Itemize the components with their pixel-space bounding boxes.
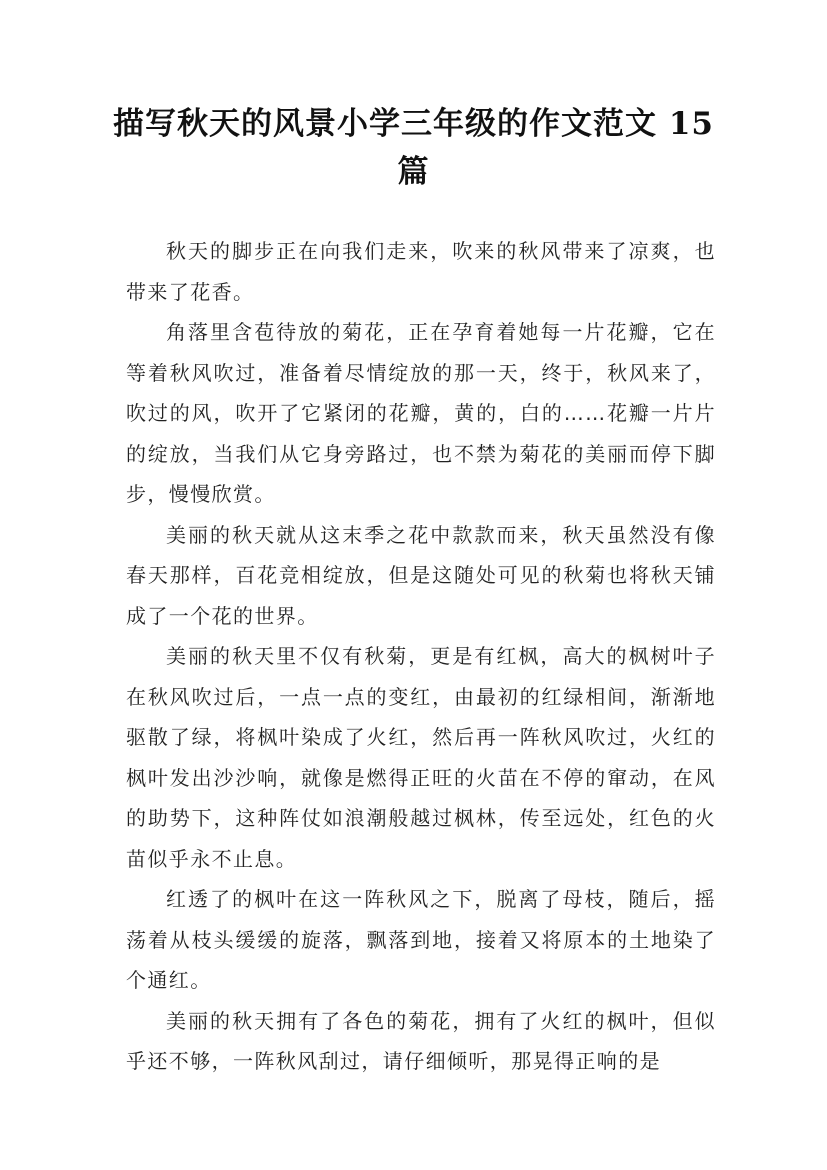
paragraph: 美丽的秋天拥有了各色的菊花，拥有了火红的枫叶，但似乎还不够，一阵秋风刮过，请仔细倾听，那晃得正响的是 [126, 1008, 716, 1073]
document-body [126, 231, 716, 1082]
paragraph: 美丽的秋天就从这末季之花中款款而来，秋天虽然没有像春天那样，百花竞相绽放，但是这随处可见的秋菊也将秋天铺成了一个花的世界。 [126, 522, 716, 628]
document-title: 描写秋天的风景小学三年级的作文范文 15 篇 [113, 106, 714, 190]
paragraph: 秋天的脚步正在向我们走来，吹来的秋风带来了凉爽，也带来了花香。 [126, 239, 716, 304]
paragraph: 红透了的枫叶在这一阵秋风之下，脱离了母枝，随后，摇荡着从枝头缓缓的旋落，飘落到地，接着又将原本的土地染了个通红。 [126, 887, 716, 992]
paragraph: 美丽的秋天里不仅有秋菊，更是有红枫，高大的枫树叶子在秋风吹过后，一点一点的变红，由最初的红绿相间，渐渐地驱散了绿，将枫叶染成了火红，然后再一阵秋风吹过，火红的枫叶发出沙沙响，就像是燃得正旺的火苗在不停的窜动，在风的助势下，这种阵仗如浪潮般越过枫林，传至远处，红色的火苗似乎永不止息。 [126, 644, 716, 871]
paragraph: 角落里含苞待放的菊花，正在孕育着她每一片花瓣，它在等着秋风吹过，准备着尽情绽放的那一天，终于，秋风来了，吹过的风，吹开了它紧闭的花瓣，黄的，白的……花瓣一片片的绽放，当我们从它身旁路过，也不禁为菊花的美丽而停下脚步，慢慢欣赏。 [126, 320, 716, 506]
